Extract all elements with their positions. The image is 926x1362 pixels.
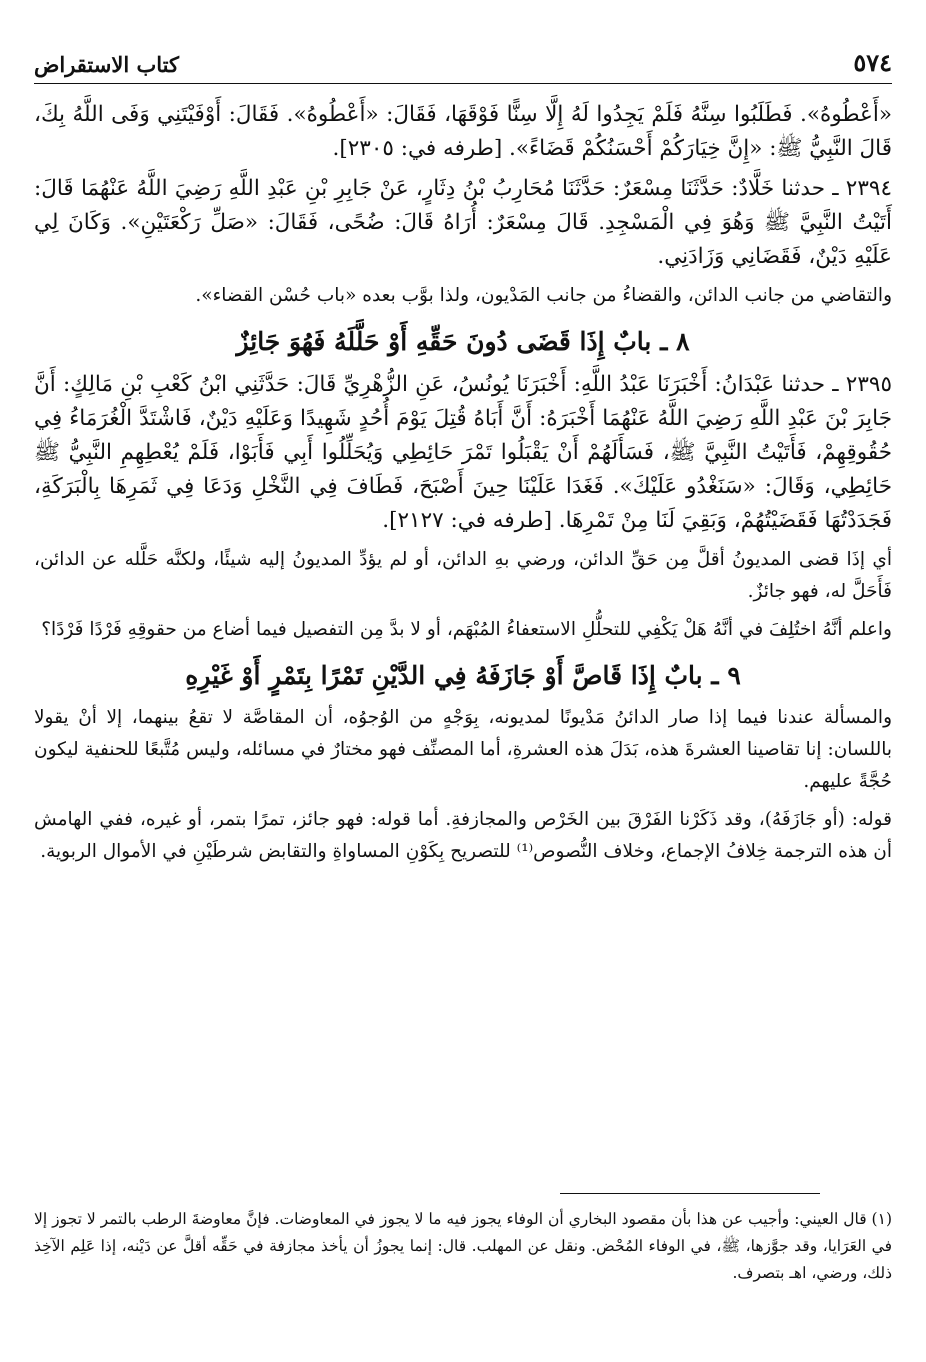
page-header — [34, 44, 892, 84]
main-text — [34, 98, 892, 874]
commentary-3: واعلم أنَّهُ اختُلِفَ في أنَّهُ هَلْ يَكْفِي للتحلُّلِ الاستعفاءُ المُبْهَم، أو لا بدَّ مِن التفصيل فيما أضاع من حقوقِهِ فَرْدًا فَرْدًا؟ — [41, 619, 892, 640]
hadith-2395: ٢٣٩٥ ـ حدثنا عَبْدَانُ: أَخْبَرَنَا عَبْدُ اللَّهِ: أَخْبَرَنَا يُونُسُ، عَنِ الزُّهْرِيِّ قَالَ: حَدَّثَنِي ابْنُ كَعْبِ بْنِ مَالِكٍ: أَنَّ جَابِرَ بْنَ عَبْدِ اللَّهِ رَضِيَ اللَّهُ عَنْهُمَا أَخْبَرَهُ: أَنَّ أَبَاهُ قُتِلَ يَوْمَ أُحُدٍ شَهِيدًا وَعَلَيْهِ دَيْنٌ، فَاشْتَدَّ الْغُرَمَاءُ فِي حُقُوقِهِمْ، فَأَتَيْتُ النَّبِيَّ ﷺ، فَسَأَلَهُمْ أَنْ يَقْبَلُوا تَمْرَ حَائِطِي وَيُحَلِّلُوا أَبِي فَأَبَوْا، فَلَمْ يُعْطِهِمِ النَّبِيُّ ﷺ حَائِطِي، وَقَالَ: «سَنَغْدُو عَلَيْكَ». فَغَدَا عَلَيْنَا حِينَ أَصْبَحَ، فَطَافَ فِي النَّخْلِ وَدَعَا فِي ثَمَرِهَا بِالْبَرَكَةِ، فَجَدَدْتُهَا فَقَضَيْتُهُمْ، وَبَقِيَ لَنَا مِنْ تَمْرِهَا. [طرفه في: ٢١٢٧]. — [34, 372, 892, 533]
chapter-heading-9: ٩ ـ بابٌ إِذَا قَاصَّ أَوْ جَازَفَهُ فِي الدَّيْنِ تَمْرًا بِتَمْرٍ أَوْ غَيْرِهِ — [185, 661, 741, 690]
hadith-continuation: «أَعْطُوهُ». فَطَلَبُوا سِنَّهُ فَلَمْ يَجِدُوا لَهُ إِلَّا سِنًّا فَوْقَهَا، فَقَالَ: «أَعْطُوهُ». فَقَالَ: أَوْفَيْتَنِي وَفَى اللَّهُ بِكَ، قَالَ النَّبِيُّ ﷺ: «إِنَّ خِيَارَكُمْ أَحْسَنُكُمْ قَضَاءً». [طرفه في: ٢٣٠٥]. — [34, 102, 892, 161]
commentary-5: قوله: (أو جَازَفَهُ)، وقد ذَكَرْنا الفَرْقَ بين الخَرْص والمجازفةِ. أما قوله: فهو جائز، تمرًا بتمر، أو غيره، ففي الهامش أن هذه الترجمة خِلافُ الإجماع، وخلاف النُّصوص⁽¹⁾ للتصريح بِكَوْنِ المساواةِ والتقابض شرطَيْنِ في الأموال الربوية. — [34, 809, 892, 862]
footnote-divider — [560, 1193, 820, 1194]
running-title: كتاب الاستقراض — [34, 52, 179, 77]
chapter-heading-8: ٨ ـ بابٌ إِذَا قَضَى دُونَ حَقِّهِ أَوْ حَلَّلَهُ فَهُوَ جَائِزٌ — [236, 327, 690, 356]
hadith-2394: ٢٣٩٤ ـ حدثنا خَلَّادٌ: حَدَّثَنَا مِسْعَرٌ: حَدَّثَنَا مُحَارِبُ بْنُ دِثَارٍ، عَنْ جَابِرِ بْنِ عَبْدِ اللَّهِ رَضِيَ اللَّهُ عَنْهُمَا قَالَ: أَتَيْتُ النَّبِيَّ ﷺ وَهُوَ فِي الْمَسْجِدِ. قَالَ مِسْعَرٌ: أُرَاهُ قَالَ: ضُحًى، فَقَالَ: «صَلِّ رَكْعَتَيْنِ». وَكَانَ لِي عَلَيْهِ دَيْنٌ، فَقَضَانِي وَزَادَنِي. — [34, 176, 892, 269]
page-number: ٥٧٤ — [853, 48, 892, 77]
commentary-1: والتقاضي من جانب الدائن، والقضاءُ من جانب المَدْيون، ولذا بوَّب بعده «باب حُسْن القضاء». — [195, 285, 892, 306]
commentary-2: أي إذَا قضى المديونُ أقلَّ مِن حَقِّ الدائن، ورضي بهِ الدائن، أو لم يؤدِّ المديونُ إليه شيئًا، ولكنَّه حَلَّله عن الدائن، فَأَحَلَّ له، فهو جائزٌ. — [34, 549, 892, 602]
commentary-4: والمسألة عندنا فيما إذا صار الدائنُ مَدْيونًا لمديونه، بِوَجْهٍ من الوُجوُه، أن المقاصَّة لا تقعُ بينهما، إلا أنْ يقولا باللسان: إنا تقاصينا العشرةَ هذه، بَدَلَ هذه العشرةِ، أما المصنِّف فهو مختارٌ في مسائله، وليس مُتَّبعًا للحنفية ليكون حُجَّةً عليهم. — [34, 707, 892, 792]
footnote-1: (١) قال العيني: وأجيب عن هذا بأن مقصود البخاري أن الوفاء يجوز فيه ما لا يجوز في المعاوضات. فإنَّ معاوضةَ الرطب بالتمر لا تجوز إلا في العَرَايا، وقد جوَّزها، ﷺ، في الوفاء المُحْض. ونقل عن المهلب. قال: إنما يجوزُ أن يأخذ مجازفة في حَقِّه أقلَّ عن دَيْنه، إذا عَلِم الآخِذ ذلك، ورضي، اهـ بتصرف. — [34, 1210, 892, 1282]
